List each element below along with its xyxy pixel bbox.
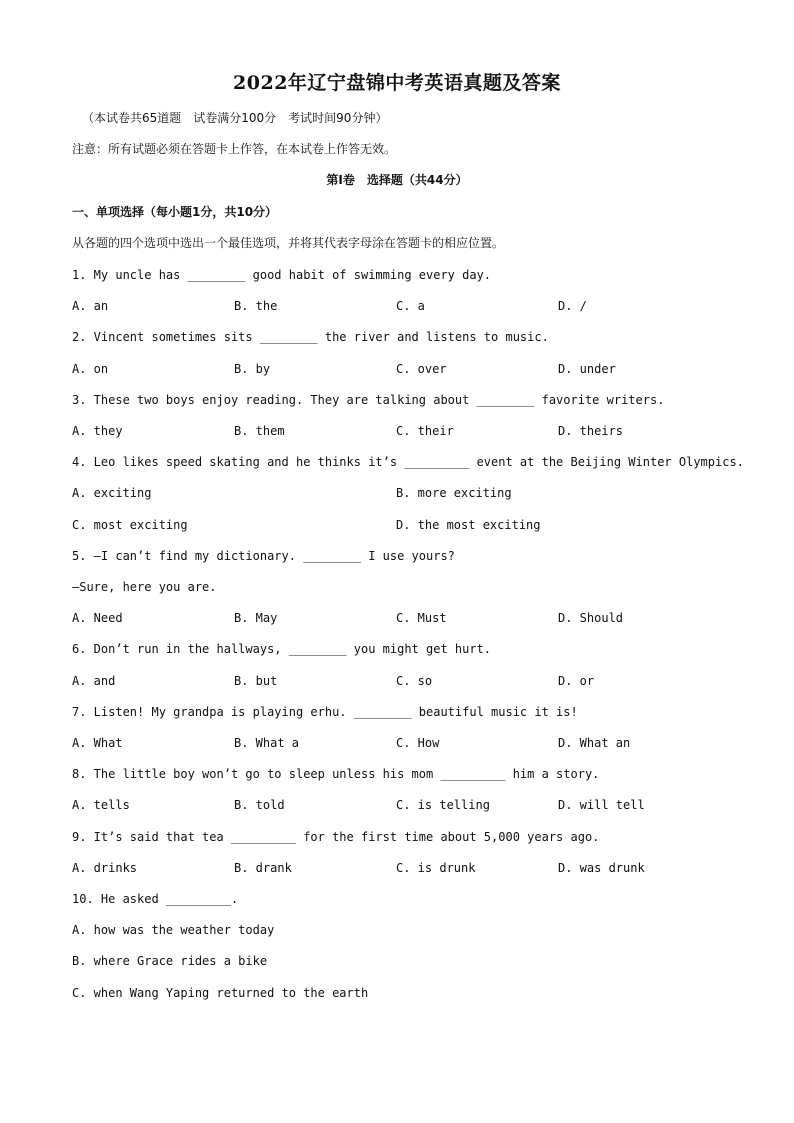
option: B. What a — [234, 736, 300, 750]
option: D. was drunk — [558, 861, 645, 875]
option: B. the — [234, 299, 278, 313]
option: C. most exciting — [72, 518, 188, 532]
option: A. how was the weather today — [72, 923, 275, 937]
option: C. over — [396, 362, 447, 376]
option: C. is drunk — [396, 861, 476, 875]
option: B. drank — [234, 861, 292, 875]
question-stem: 8. The little boy won’t go to sleep unless his mom _________ him a story. — [72, 767, 600, 781]
option: D. or — [558, 674, 595, 688]
option: C. their — [396, 424, 454, 438]
option: D. under — [558, 362, 616, 376]
option: C. a — [396, 299, 425, 313]
option: A. they — [72, 424, 123, 438]
question-stem: 3. These two boys enjoy reading. They are talking about ________ favorite writers. — [72, 393, 665, 407]
option: A. tells — [72, 798, 130, 812]
exam-info: （本试卷共65道题 试卷满分100分 考试时间90分钟） — [82, 111, 388, 125]
option: B. where Grace rides a bike — [72, 954, 268, 968]
option: D. / — [558, 299, 587, 313]
question-stem: 4. Leo likes speed skating and he thinks it’s _________ event at the Beijing Winter Olympics. — [72, 455, 744, 469]
option: A. and — [72, 674, 116, 688]
option: A. Need — [72, 611, 123, 625]
option: A. drinks — [72, 861, 138, 875]
option: D. will tell — [558, 798, 645, 812]
instruction: 从各题的四个选项中选出一个最佳选项，并将其代表字母涂在答题卡的相应位置。 — [72, 236, 505, 250]
option: C. when Wang Yaping returned to the earth — [72, 986, 369, 1000]
option: D. Should — [558, 611, 624, 625]
question-stem: 5. —I can’t find my dictionary. ________ I use yours? — [72, 549, 455, 563]
question-stem: 2. Vincent sometimes sits ________ the river and listens to music. — [72, 330, 549, 344]
question-stem: 7. Listen! My grandpa is playing erhu. ________ beautiful music it is! — [72, 705, 578, 719]
option: B. by — [234, 362, 271, 376]
option: A. an — [72, 299, 109, 313]
question-reply: —Sure, here you are. — [72, 580, 217, 594]
question-stem: 6. Don’t run in the hallways, ________ you might get hurt. — [72, 642, 492, 656]
section-heading: 一、单项选择（每小题1分，共10分） — [72, 205, 278, 219]
option: B. told — [234, 798, 285, 812]
option: D. theirs — [558, 424, 624, 438]
option: B. them — [234, 424, 285, 438]
option: B. but — [234, 674, 278, 688]
option: C. is telling — [396, 798, 490, 812]
option: A. What — [72, 736, 123, 750]
question-stem: 9. It’s said that tea _________ for the first time about 5,000 years ago. — [72, 830, 600, 844]
question-stem: 10. He asked _________. — [72, 892, 239, 906]
page-title: 2022年辽宁盘锦中考英语真题及答案 — [233, 72, 561, 94]
notice: 注意：所有试题必须在答题卡上作答，在本试卷上作答无效。 — [72, 142, 397, 156]
question-stem: 1. My uncle has ________ good habit of swimming every day. — [72, 268, 492, 282]
option: C. How — [396, 736, 440, 750]
option: C. so — [396, 674, 433, 688]
option: C. Must — [396, 611, 447, 625]
option: A. exciting — [72, 486, 152, 500]
option: B. May — [234, 611, 278, 625]
option: D. What an — [558, 736, 631, 750]
option: B. more exciting — [396, 486, 512, 500]
volume-heading: 第Ⅰ卷 选择题（共44分） — [326, 173, 468, 187]
option: A. on — [72, 362, 109, 376]
option: D. the most exciting — [396, 518, 541, 532]
